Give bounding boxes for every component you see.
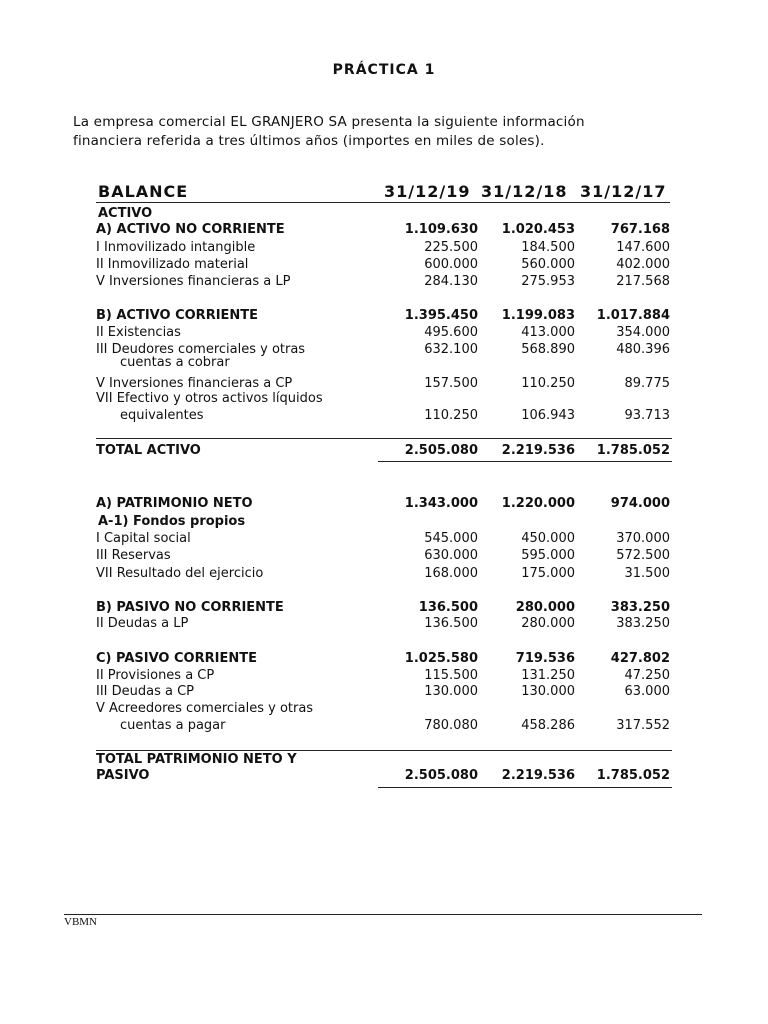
value-2018: 275.953 <box>521 274 575 289</box>
table-row <box>0 684 768 702</box>
row-label-continued: equivalentes <box>120 408 204 423</box>
table-row <box>0 391 768 409</box>
value-2017: 1.785.052 <box>596 443 670 458</box>
footer-initials: VBMN <box>64 916 98 928</box>
value-2018: 560.000 <box>521 257 575 272</box>
value-2018: 2.219.536 <box>501 443 575 458</box>
value-2019: 136.500 <box>424 616 478 631</box>
row-label: A) PATRIMONIO NETO <box>96 496 253 511</box>
value-2017: 974.000 <box>610 496 670 511</box>
value-2018: 1.199.083 <box>501 308 575 323</box>
value-2019: 225.500 <box>424 240 478 255</box>
table-row <box>0 701 768 719</box>
row-label: III Deudores comerciales y otras <box>96 342 306 357</box>
header-rule <box>96 202 670 203</box>
value-2019: 136.500 <box>418 600 478 615</box>
value-2018: 413.000 <box>521 325 575 340</box>
table-row-total <box>0 443 768 461</box>
row-label: VII Resultado del ejercicio <box>96 566 264 581</box>
value-2017: 402.000 <box>616 257 670 272</box>
year-header-2018: 31/12/18 <box>481 182 568 201</box>
value-2018: 2.219.536 <box>501 768 575 783</box>
value-2019: 1.109.630 <box>404 222 478 237</box>
row-label: I Inmovilizado intangible <box>96 240 256 255</box>
value-2017: 317.552 <box>616 718 670 733</box>
value-2019: 632.100 <box>424 342 478 357</box>
row-label: TOTAL PATRIMONIO NETO Y <box>96 752 297 767</box>
intro-line-1: La empresa comercial EL GRANJERO SA presenta la siguiente información <box>73 114 585 130</box>
value-2018: 458.286 <box>521 718 575 733</box>
value-2019: 1.025.580 <box>404 651 478 666</box>
value-2017: 63.000 <box>624 684 670 699</box>
table-row <box>0 514 768 532</box>
table-row <box>0 548 768 566</box>
table-row <box>0 496 768 514</box>
value-2018: 450.000 <box>521 531 575 546</box>
intro-line-2: financiera referida a tres últimos años (importes en miles de soles). <box>73 133 545 149</box>
value-2018: 568.890 <box>521 342 575 357</box>
year-header-2019: 31/12/19 <box>384 182 471 201</box>
value-2017: 427.802 <box>610 651 670 666</box>
value-2019: 2.505.080 <box>404 443 478 458</box>
value-2019: 545.000 <box>424 531 478 546</box>
row-label-continued: PASIVO <box>96 768 150 783</box>
table-row <box>0 257 768 275</box>
total-pasivo-rule <box>96 750 672 751</box>
value-2018: 175.000 <box>521 566 575 581</box>
table-row-total-continuation <box>0 768 768 786</box>
row-label: VII Efectivo y otros activos líquidos <box>96 391 323 406</box>
row-label-continued: cuentas a pagar <box>120 718 226 733</box>
balance-heading: BALANCE <box>98 182 189 201</box>
table-row <box>0 240 768 258</box>
value-2019: 780.080 <box>424 718 478 733</box>
value-2019: 284.130 <box>424 274 478 289</box>
value-2017: 383.250 <box>610 600 670 615</box>
row-label: TOTAL ACTIVO <box>96 443 201 458</box>
value-2019: 495.600 <box>424 325 478 340</box>
row-label: III Reservas <box>96 548 171 563</box>
value-2019: 157.500 <box>424 376 478 391</box>
year-header-2017: 31/12/17 <box>580 182 667 201</box>
table-row-continuation <box>0 718 768 736</box>
row-label: II Existencias <box>96 325 181 340</box>
value-2018: 1.220.000 <box>501 496 575 511</box>
table-row-continuation <box>0 408 768 426</box>
row-label: C) PASIVO CORRIENTE <box>96 651 257 666</box>
page-title: PRÁCTICA 1 <box>332 62 436 78</box>
row-label: II Deudas a LP <box>96 616 189 631</box>
value-2017: 354.000 <box>616 325 670 340</box>
row-label: A) ACTIVO NO CORRIENTE <box>96 222 285 237</box>
value-2019: 600.000 <box>424 257 478 272</box>
row-label: V Acreedores comerciales y otras <box>96 701 314 716</box>
row-label: II Provisiones a CP <box>96 668 215 683</box>
table-row <box>0 308 768 326</box>
value-2019: 1.395.450 <box>404 308 478 323</box>
total-pasivo-underline <box>378 787 672 788</box>
value-2018: 595.000 <box>521 548 575 563</box>
value-2017: 93.713 <box>624 408 670 423</box>
value-2017: 89.775 <box>624 376 670 391</box>
value-2017: 383.250 <box>616 616 670 631</box>
value-2019: 1.343.000 <box>404 496 478 511</box>
value-2018: 1.020.453 <box>501 222 575 237</box>
value-2019: 630.000 <box>424 548 478 563</box>
value-2019: 168.000 <box>424 566 478 581</box>
table-row <box>0 222 768 240</box>
row-label: B) ACTIVO CORRIENTE <box>96 308 259 323</box>
row-label: V Inversiones financieras a CP <box>96 376 293 391</box>
table-row <box>0 325 768 343</box>
table-row <box>0 651 768 669</box>
value-2019: 130.000 <box>424 684 478 699</box>
row-label: III Deudas a CP <box>96 684 195 699</box>
table-row <box>0 616 768 634</box>
total-activo-rule <box>96 438 672 439</box>
value-2019: 115.500 <box>424 668 478 683</box>
table-row <box>0 531 768 549</box>
table-row <box>0 566 768 584</box>
table-row-continuation <box>0 355 768 373</box>
value-2017: 1.017.884 <box>596 308 670 323</box>
value-2018: 110.250 <box>521 376 575 391</box>
value-2017: 31.500 <box>624 566 670 581</box>
row-label: I Capital social <box>96 531 191 546</box>
value-2018: 719.536 <box>515 651 575 666</box>
value-2017: 767.168 <box>610 222 670 237</box>
row-label: A-1) Fondos propios <box>98 514 246 529</box>
value-2018: 131.250 <box>521 668 575 683</box>
value-2018: 106.943 <box>521 408 575 423</box>
row-label: II Inmovilizado material <box>96 257 249 272</box>
table-row <box>0 274 768 292</box>
value-2018: 280.000 <box>521 616 575 631</box>
row-label: B) PASIVO NO CORRIENTE <box>96 600 284 615</box>
activo-label: ACTIVO <box>98 206 153 221</box>
value-2017: 480.396 <box>616 342 670 357</box>
row-label: V Inversiones financieras a LP <box>96 274 291 289</box>
value-2017: 1.785.052 <box>596 768 670 783</box>
value-2017: 47.250 <box>624 668 670 683</box>
footer-rule <box>64 914 702 915</box>
total-activo-underline <box>378 461 672 462</box>
value-2019: 110.250 <box>424 408 478 423</box>
value-2018: 280.000 <box>515 600 575 615</box>
value-2019: 2.505.080 <box>404 768 478 783</box>
row-label-continued: cuentas a cobrar <box>120 355 230 370</box>
value-2017: 147.600 <box>616 240 670 255</box>
value-2017: 572.500 <box>616 548 670 563</box>
value-2017: 370.000 <box>616 531 670 546</box>
value-2018: 130.000 <box>521 684 575 699</box>
value-2017: 217.568 <box>616 274 670 289</box>
value-2018: 184.500 <box>521 240 575 255</box>
